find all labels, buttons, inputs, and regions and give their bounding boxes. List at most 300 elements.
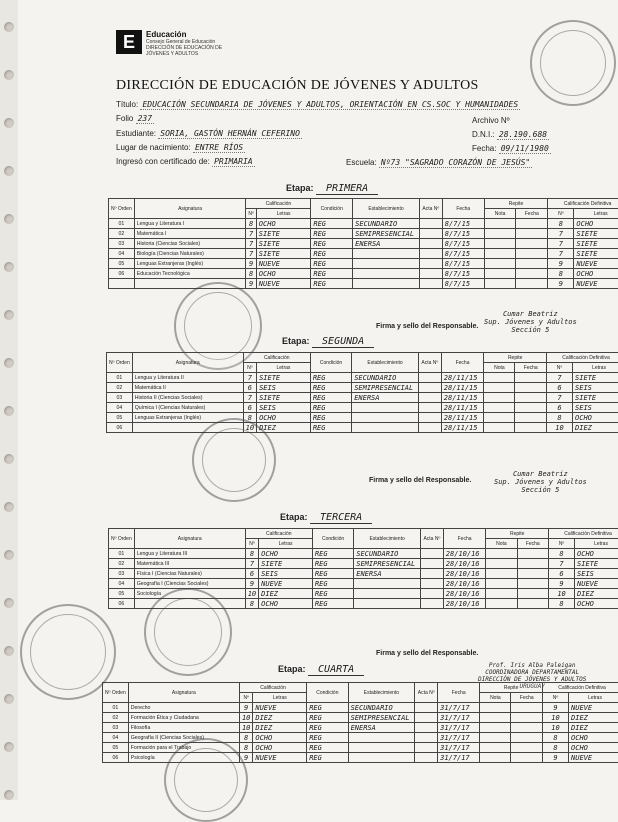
table-row	[109, 569, 618, 579]
row-acta	[419, 269, 442, 279]
col-repite: Repite	[480, 683, 543, 693]
col-n: Nº	[239, 693, 252, 703]
col-letras: Letras	[259, 539, 313, 549]
col-acta: Acta Nº	[418, 353, 441, 373]
row-repite-nota	[486, 579, 517, 589]
archivo-field	[472, 116, 510, 125]
row-definitiva-num: 6	[547, 383, 573, 393]
row-nota-letras: NUEVE	[253, 703, 307, 713]
row-fecha: 28/11/15	[441, 393, 484, 403]
row-repite-nota	[480, 733, 511, 743]
row-acta	[415, 753, 438, 763]
row-definitiva-num: 9	[548, 259, 574, 269]
row-nota-num: 8	[239, 733, 252, 743]
row-orden: 03	[109, 239, 135, 249]
row-definitiva-letras: NUEVE	[575, 579, 618, 589]
row-definitiva-letras: NUEVE	[574, 259, 618, 269]
punch-hole	[4, 118, 14, 128]
row-condicion: REG	[307, 753, 348, 763]
row-nota-num: 8	[245, 549, 258, 559]
row-orden: 06	[109, 269, 135, 279]
row-condicion: REG	[312, 549, 353, 559]
table-row	[103, 723, 618, 733]
row-repite-nota	[484, 423, 515, 433]
row-orden: 06	[103, 753, 129, 763]
row-definitiva-num: 8	[549, 599, 575, 609]
row-asignatura: Filosofía	[128, 723, 239, 733]
col-fecha: Fecha	[442, 199, 484, 219]
row-repite-fecha	[516, 259, 548, 269]
table-row	[103, 713, 618, 723]
col-def-letras: Letras	[573, 363, 618, 373]
row-nota-letras: OCHO	[253, 743, 307, 753]
col-def-n: Nº	[549, 539, 575, 549]
col-repite: Repite	[486, 529, 549, 539]
row-fecha: 28/11/15	[441, 423, 484, 433]
row-nota-letras: OCHO	[259, 549, 313, 559]
row-acta	[418, 413, 441, 423]
col-nota: Nota	[486, 539, 517, 549]
row-orden: 02	[107, 383, 133, 393]
row-repite-nota	[484, 239, 516, 249]
row-orden: 02	[109, 229, 135, 239]
row-definitiva-letras: SIETE	[574, 229, 618, 239]
row-establecimiento: SECUNDARIO	[352, 373, 419, 383]
col-fecha2: Fecha	[515, 363, 547, 373]
row-fecha: 28/10/16	[443, 599, 486, 609]
row-fecha: 28/11/15	[441, 403, 484, 413]
punch-hole	[4, 742, 14, 752]
row-repite-fecha	[515, 423, 547, 433]
col-orden: Nº Orden	[109, 529, 135, 549]
row-acta	[415, 703, 438, 713]
row-acta	[419, 239, 442, 249]
table-row	[109, 559, 618, 569]
row-nota-num: 7	[245, 559, 258, 569]
col-definitiva: Calificación Definitiva	[543, 683, 618, 693]
row-repite-fecha	[517, 549, 549, 559]
row-condicion: REG	[311, 239, 353, 249]
row-nota-letras: NUEVE	[259, 579, 313, 589]
row-fecha: 31/7/17	[438, 703, 480, 713]
table-row	[109, 279, 618, 289]
row-fecha: 28/10/16	[443, 589, 486, 599]
lugar-field	[116, 143, 245, 152]
col-asignatura: Asignatura	[132, 353, 243, 373]
row-fecha: 8/7/15	[442, 279, 484, 289]
row-orden: 05	[109, 589, 135, 599]
row-fecha: 31/7/17	[438, 743, 480, 753]
row-nota-num: 8	[246, 219, 256, 229]
row-orden: 03	[103, 723, 129, 733]
row-nota-num: 6	[243, 403, 256, 413]
row-fecha: 31/7/17	[438, 713, 480, 723]
row-nota-num: 6	[243, 383, 256, 393]
row-nota-letras: DIEZ	[259, 589, 313, 599]
row-fecha: 8/7/15	[442, 229, 484, 239]
row-condicion: REG	[307, 703, 348, 713]
col-orden: Nº Orden	[107, 353, 133, 373]
row-definitiva-letras: DIEZ	[573, 423, 618, 433]
punch-hole	[4, 646, 14, 656]
table-row	[107, 373, 618, 383]
logo-e-icon: E	[116, 30, 142, 54]
row-definitiva-letras: SEIS	[573, 403, 618, 413]
row-repite-fecha	[511, 703, 543, 713]
row-asignatura: Matemática III	[134, 559, 245, 569]
row-condicion: REG	[310, 383, 351, 393]
row-repite-nota	[484, 219, 516, 229]
col-calificacion: Calificación	[243, 353, 310, 363]
col-acta: Acta Nº	[415, 683, 438, 703]
row-establecimiento	[352, 403, 419, 413]
col-letras: Letras	[253, 693, 307, 703]
col-nota: Nota	[484, 363, 515, 373]
row-establecimiento	[348, 753, 415, 763]
fecha-label: Fecha:	[472, 144, 496, 153]
row-nota-letras: DIEZ	[253, 713, 307, 723]
table-row	[107, 383, 618, 393]
row-asignatura: Formación Ética y Ciudadana	[128, 713, 239, 723]
row-definitiva-num: 9	[543, 703, 569, 713]
col-establecimiento: Establecimiento	[353, 199, 420, 219]
row-repite-nota	[480, 713, 511, 723]
row-definitiva-letras: DIEZ	[569, 723, 618, 733]
row-acta	[415, 733, 438, 743]
row-nota-num: 8	[239, 743, 252, 753]
row-establecimiento: SEMIPRESENCIAL	[348, 713, 415, 723]
logo-title: Educación	[146, 30, 236, 39]
row-repite-fecha	[516, 239, 548, 249]
row-repite-fecha	[515, 403, 547, 413]
row-acta	[418, 373, 441, 383]
row-nota-letras: DIEZ	[253, 723, 307, 733]
col-fecha: Fecha	[443, 529, 486, 549]
row-nota-num: 7	[243, 373, 256, 383]
row-repite-fecha	[511, 733, 543, 743]
col-fecha2: Fecha	[516, 209, 548, 219]
row-definitiva-num: 6	[547, 403, 573, 413]
row-asignatura: Lengua y Literatura II	[132, 373, 243, 383]
col-condicion: Condición	[307, 683, 348, 703]
row-repite-fecha	[517, 579, 549, 589]
ingreso-field	[116, 157, 255, 166]
row-condicion: REG	[311, 249, 353, 259]
punch-hole	[4, 502, 14, 512]
row-repite-fecha	[517, 559, 549, 569]
dni-label: D.N.I.:	[472, 130, 495, 139]
row-condicion: REG	[311, 279, 353, 289]
row-fecha: 31/7/17	[438, 733, 480, 743]
estudiante-value: SORIA, GASTÓN HERNÁN CEFERINO	[158, 129, 302, 139]
row-definitiva-num: 9	[548, 279, 574, 289]
row-establecimiento	[354, 589, 421, 599]
row-asignatura: Física I (Ciencias Naturales)	[134, 569, 245, 579]
row-acta	[415, 743, 438, 753]
row-repite-nota	[486, 599, 517, 609]
coordinator-stamp: Prof. Iris Alba Paleigan COORDINADORA DEPARTAMENTAL DIRECCIÓN DE JÓVENES Y ADULTOS URUGUAY	[478, 662, 586, 690]
punch-hole	[4, 214, 14, 224]
row-orden: 04	[109, 579, 135, 589]
row-definitiva-num: 7	[548, 249, 574, 259]
row-nota-letras: SIETE	[256, 249, 311, 259]
col-acta: Acta Nº	[419, 199, 442, 219]
row-condicion: REG	[311, 219, 353, 229]
row-condicion: REG	[311, 259, 353, 269]
escuela-field	[346, 158, 532, 167]
row-definitiva-letras: SEIS	[573, 383, 618, 393]
col-def-n: Nº	[543, 693, 569, 703]
col-nota: Nota	[484, 209, 516, 219]
row-establecimiento: ENERSA	[353, 239, 420, 249]
row-repite-nota	[484, 279, 516, 289]
archivo-label: Archivo Nº	[472, 116, 510, 125]
row-establecimiento: SEMIPRESENCIAL	[352, 383, 419, 393]
row-condicion: REG	[310, 403, 351, 413]
punch-hole	[4, 310, 14, 320]
row-nota-letras: OCHO	[259, 599, 313, 609]
row-orden: 06	[107, 423, 133, 433]
row-repite-fecha	[516, 269, 548, 279]
row-asignatura: Matemática I	[134, 229, 246, 239]
row-orden: 06	[109, 599, 135, 609]
col-calificacion: Calificación	[239, 683, 306, 693]
row-definitiva-num: 8	[548, 219, 574, 229]
row-establecimiento: SECUNDARIO	[348, 703, 415, 713]
col-def-letras: Letras	[575, 539, 618, 549]
row-repite-fecha	[516, 229, 548, 239]
punch-hole	[4, 166, 14, 176]
row-definitiva-letras: NUEVE	[574, 279, 618, 289]
table-row	[107, 423, 618, 433]
row-repite-nota	[486, 549, 517, 559]
education-logo	[116, 30, 236, 57]
row-fecha: 28/10/16	[443, 579, 486, 589]
official-seal-stamp	[530, 20, 616, 106]
row-fecha: 8/7/15	[442, 249, 484, 259]
row-definitiva-num: 9	[549, 579, 575, 589]
col-letras: Letras	[257, 363, 311, 373]
col-calificacion: Calificación	[245, 529, 312, 539]
col-n: Nº	[246, 209, 256, 219]
row-repite-nota	[486, 559, 517, 569]
row-nota-num: 10	[245, 589, 258, 599]
table-row	[107, 403, 618, 413]
row-definitiva-num: 6	[549, 569, 575, 579]
row-repite-fecha	[515, 413, 547, 423]
row-definitiva-letras: OCHO	[574, 219, 618, 229]
table-row	[107, 413, 618, 423]
row-asignatura: Biología (Ciencias Naturales)	[134, 249, 246, 259]
lugar-label: Lugar de nacimiento:	[116, 143, 191, 152]
etapa-1-table	[108, 198, 618, 289]
row-nota-letras: SIETE	[256, 229, 311, 239]
titulo-field	[116, 100, 520, 109]
dni-value: 28.190.688	[497, 130, 549, 140]
row-acta	[419, 229, 442, 239]
titulo-label: Título:	[116, 100, 138, 109]
escuela-label: Escuela:	[346, 158, 377, 167]
row-definitiva-letras: SIETE	[575, 559, 618, 569]
row-establecimiento: ENERSA	[348, 723, 415, 733]
row-establecimiento	[353, 249, 420, 259]
row-nota-num: 9	[245, 579, 258, 589]
row-orden: 01	[109, 219, 135, 229]
fecha-nac-field	[472, 144, 551, 153]
row-condicion: REG	[307, 733, 348, 743]
col-establecimiento: Establecimiento	[348, 683, 415, 703]
row-definitiva-letras: NUEVE	[569, 703, 618, 713]
row-nota-letras: NUEVE	[253, 753, 307, 763]
table-row	[109, 259, 618, 269]
etapa-1-name: PRIMERA	[316, 183, 378, 195]
col-n: Nº	[243, 363, 256, 373]
row-nota-num: 7	[246, 249, 256, 259]
row-condicion: REG	[307, 713, 348, 723]
etapa-1-heading: Etapa: PRIMERA	[286, 183, 378, 194]
row-repite-nota	[484, 373, 515, 383]
row-orden: 03	[109, 569, 135, 579]
row-condicion: REG	[312, 599, 353, 609]
row-definitiva-num: 8	[547, 413, 573, 423]
col-establecimiento: Establecimiento	[354, 529, 421, 549]
row-establecimiento	[353, 269, 420, 279]
row-asignatura: Geografía II (Ciencias Sociales)	[128, 733, 239, 743]
row-orden: 02	[103, 713, 129, 723]
row-asignatura: Psicología	[128, 753, 239, 763]
col-condicion: Condición	[311, 199, 353, 219]
row-nota-letras: OCHO	[256, 219, 311, 229]
estudiante-label: Estudiante:	[116, 129, 156, 138]
row-repite-nota	[480, 753, 511, 763]
row-orden: 01	[109, 549, 135, 559]
row-nota-num: 7	[246, 239, 256, 249]
row-nota-num: 9	[246, 259, 256, 269]
row-fecha: 8/7/15	[442, 259, 484, 269]
row-definitiva-num: 7	[549, 559, 575, 569]
row-definitiva-num: 8	[549, 549, 575, 559]
row-establecimiento	[352, 413, 419, 423]
col-repite: Repite	[484, 199, 548, 209]
row-fecha: 28/10/16	[443, 549, 486, 559]
row-establecimiento	[348, 733, 415, 743]
row-nota-letras: SIETE	[259, 559, 313, 569]
row-definitiva-num: 9	[543, 753, 569, 763]
row-repite-fecha	[517, 589, 549, 599]
row-repite-fecha	[517, 599, 549, 609]
row-orden: 01	[103, 703, 129, 713]
etapa-3-name: TERCERA	[310, 512, 372, 524]
row-establecimiento: SEMIPRESENCIAL	[354, 559, 421, 569]
row-condicion: REG	[312, 569, 353, 579]
col-def-letras: Letras	[569, 693, 618, 703]
col-calificacion: Calificación	[246, 199, 311, 209]
row-repite-nota	[484, 259, 516, 269]
row-repite-nota	[484, 403, 515, 413]
firma-3: Firma y sello del Responsable.	[376, 650, 478, 657]
punch-hole	[4, 598, 14, 608]
row-nota-letras: OCHO	[256, 269, 311, 279]
row-orden: 02	[109, 559, 135, 569]
row-fecha: 31/7/17	[438, 753, 480, 763]
col-condicion: Condición	[312, 529, 353, 549]
row-acta	[418, 393, 441, 403]
row-orden: 05	[103, 743, 129, 753]
row-orden: 05	[109, 259, 135, 269]
punch-hole	[4, 694, 14, 704]
col-def-letras: Letras	[574, 209, 618, 219]
row-definitiva-num: 7	[548, 229, 574, 239]
row-asignatura: Lengua y Literatura I	[134, 219, 246, 229]
row-repite-nota	[480, 723, 511, 733]
lugar-value: ENTRE RÍOS	[193, 143, 245, 153]
row-repite-nota	[484, 413, 515, 423]
row-nota-num: 10	[239, 723, 252, 733]
row-fecha: 28/10/16	[443, 569, 486, 579]
row-nota-num: 6	[245, 569, 258, 579]
row-definitiva-letras: SEIS	[575, 569, 618, 579]
row-asignatura: Formación para el Trabajo	[128, 743, 239, 753]
col-fecha: Fecha	[441, 353, 484, 373]
row-acta	[420, 559, 443, 569]
row-repite-nota	[484, 229, 516, 239]
table-row	[109, 269, 618, 279]
row-nota-letras: SIETE	[257, 393, 311, 403]
row-establecimiento: ENERSA	[352, 393, 419, 403]
row-acta	[418, 423, 441, 433]
row-definitiva-num: 7	[548, 239, 574, 249]
row-repite-fecha	[511, 753, 543, 763]
row-asignatura: Sociología	[134, 589, 245, 599]
row-acta	[418, 403, 441, 413]
table-row	[109, 549, 618, 559]
row-establecimiento: SEMIPRESENCIAL	[353, 229, 420, 239]
row-definitiva-letras: DIEZ	[575, 589, 618, 599]
row-definitiva-num: 8	[543, 733, 569, 743]
row-repite-nota	[484, 269, 516, 279]
row-definitiva-num: 10	[549, 589, 575, 599]
row-asignatura: Derecho	[128, 703, 239, 713]
row-establecimiento	[353, 259, 420, 269]
logo-subtitle: Consejo General de Educación DIRECCIÓN DE EDUCACIÓN DE JÓVENES Y ADULTOS	[146, 39, 236, 57]
row-orden	[109, 279, 135, 289]
page-title: DIRECCIÓN DE EDUCACIÓN DE JÓVENES Y ADULTOS	[116, 78, 479, 94]
row-nota-num: 10	[239, 713, 252, 723]
punch-hole	[4, 262, 14, 272]
row-condicion: REG	[311, 269, 353, 279]
council-seal-stamp	[192, 418, 276, 502]
council-seal-stamp	[144, 588, 232, 676]
row-nota-letras: SEIS	[257, 383, 311, 393]
row-nota-num: 10	[243, 423, 256, 433]
col-letras: Letras	[256, 209, 311, 219]
etapa-3-heading: Etapa: TERCERA	[280, 512, 372, 523]
row-nota-letras: SEIS	[259, 569, 313, 579]
punch-hole	[4, 550, 14, 560]
firma-1: Firma y sello del Responsable.	[376, 323, 478, 330]
row-nota-num: 9	[239, 703, 252, 713]
row-nota-letras: OCHO	[257, 413, 311, 423]
row-repite-fecha	[511, 723, 543, 733]
row-condicion: REG	[312, 559, 353, 569]
col-repite: Repite	[484, 353, 547, 363]
row-acta	[419, 279, 442, 289]
row-fecha: 31/7/17	[438, 723, 480, 733]
punch-hole	[4, 454, 14, 464]
binder-margin	[0, 0, 18, 800]
etapa-4-heading: Etapa: CUARTA	[278, 664, 364, 675]
col-condicion: Condición	[310, 353, 351, 373]
